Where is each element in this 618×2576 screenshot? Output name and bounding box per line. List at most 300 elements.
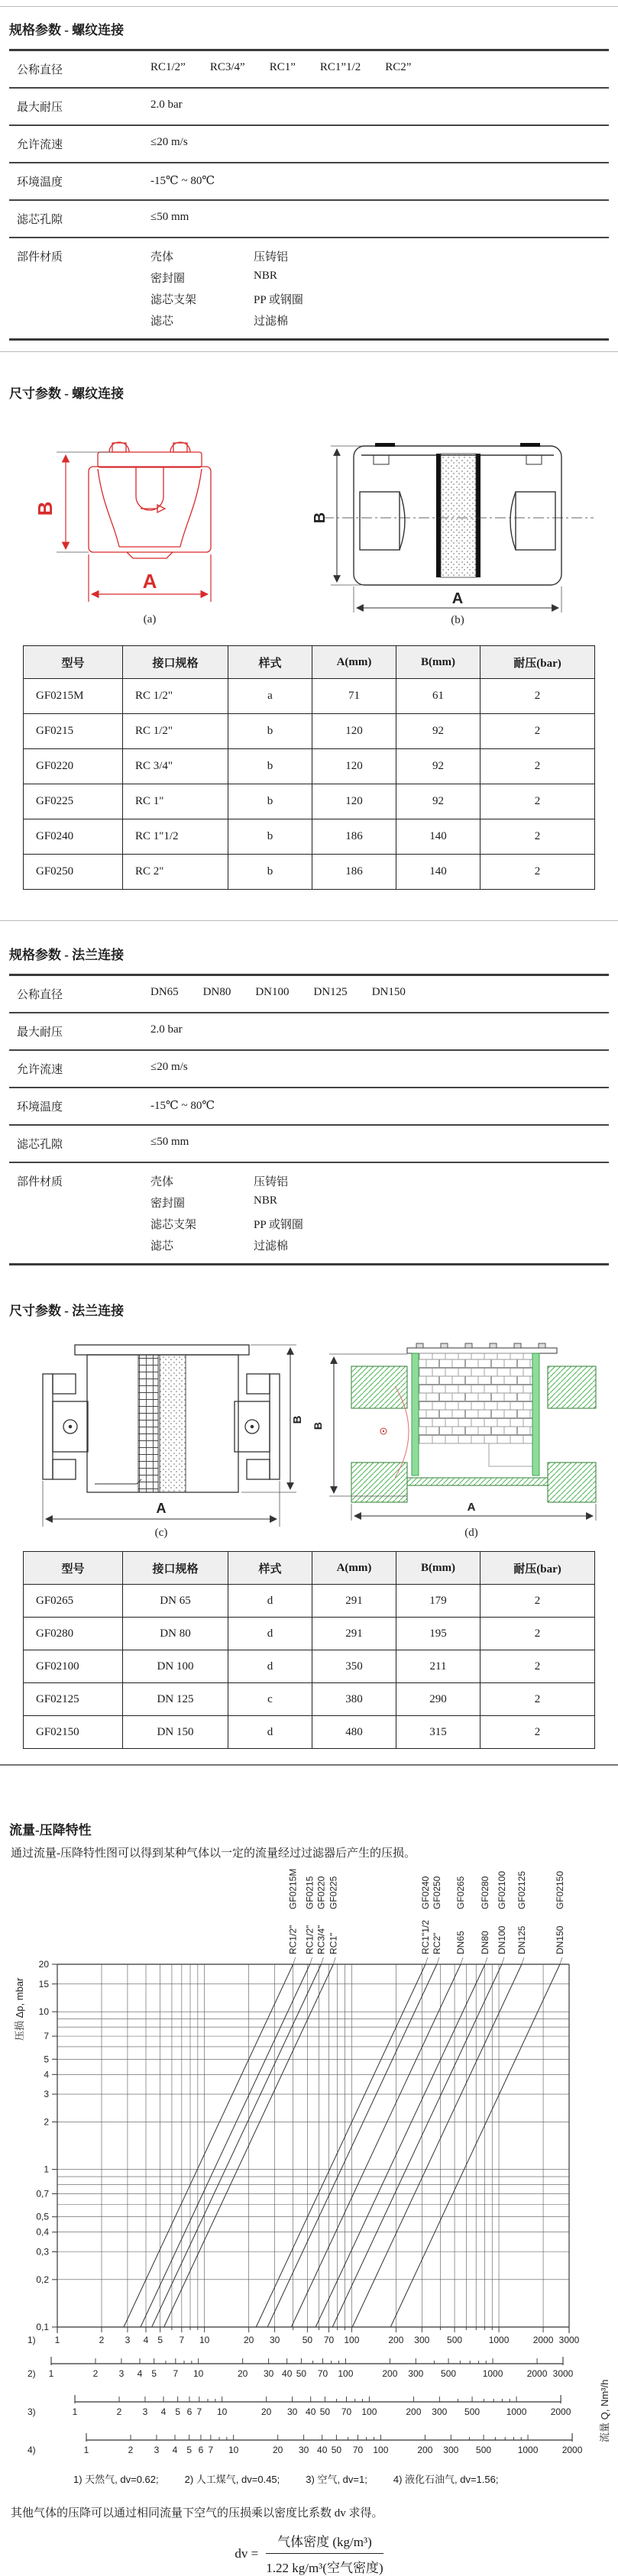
formula-numerator: 气体密度 (kg/m³) (266, 2531, 383, 2554)
material-value: PP 或钢圈 (254, 294, 303, 306)
svg-text:2000: 2000 (532, 2335, 554, 2345)
svg-text:0,1: 0,1 (36, 2322, 49, 2332)
svg-text:GF02150: GF02150 (554, 1870, 565, 1909)
spec-value: DN150 (371, 986, 406, 998)
svg-text:2: 2 (116, 2406, 122, 2417)
svg-text:GF02125: GF02125 (516, 1870, 527, 1909)
svg-text:DN150: DN150 (554, 1925, 565, 1954)
spec-value: RC3/4” (209, 61, 245, 73)
svg-text:5: 5 (186, 2445, 193, 2455)
svg-text:30: 30 (298, 2445, 309, 2455)
spec-table-threaded (9, 49, 609, 341)
section-title-dims-flanged: 尺寸参数 - 法兰连接 (9, 1304, 125, 1318)
cell-port: RC 1/2" (123, 714, 228, 749)
material-row (150, 1216, 303, 1232)
svg-text:0,3: 0,3 (36, 2246, 49, 2258)
table-row (24, 1716, 595, 1749)
svg-text:GF0215: GF0215 (304, 1876, 315, 1909)
cell-pressure: 2 (480, 855, 595, 890)
svg-text:100: 100 (361, 2406, 377, 2417)
material-row (150, 1173, 303, 1189)
table-body (24, 679, 595, 890)
svg-text:50: 50 (296, 2368, 307, 2379)
cell-style: d (228, 1585, 312, 1618)
svg-text:4: 4 (44, 2069, 49, 2080)
svg-text:1000: 1000 (517, 2445, 539, 2455)
dim-label-a: A (467, 1501, 475, 1514)
material-part: 滤芯 (150, 315, 174, 328)
cell-a: 120 (312, 784, 396, 819)
cell-port: DN 65 (123, 1585, 228, 1618)
spec-row (9, 162, 609, 199)
cell-pressure: 2 (480, 784, 595, 819)
svg-text:7: 7 (196, 2406, 202, 2417)
svg-text:20: 20 (238, 2368, 248, 2379)
footnote-item: 3) 空气, dv=1; (306, 2474, 367, 2485)
spec-label: 最大耐压 (17, 102, 63, 114)
dim-label-b: B (311, 1421, 324, 1430)
svg-text:500: 500 (447, 2335, 463, 2345)
cell-b: 140 (396, 819, 480, 855)
svg-text:3000: 3000 (558, 2335, 580, 2345)
spec-value: RC1” (269, 61, 296, 73)
drawing-c (12, 1334, 309, 1540)
divider (0, 6, 618, 7)
svg-text:5: 5 (44, 2054, 49, 2065)
cell-b: 92 (396, 784, 480, 819)
column-header: 样式 (228, 646, 312, 679)
svg-text:4: 4 (172, 2445, 178, 2455)
spec-value: RC1”1/2 (319, 61, 361, 73)
svg-text:300: 300 (414, 2335, 430, 2345)
column-header: B(mm) (396, 1552, 480, 1585)
svg-text:DN125: DN125 (516, 1925, 527, 1954)
cell-b: 92 (396, 749, 480, 784)
svg-text:GF0215M: GF0215M (287, 1868, 299, 1909)
column-header: 耐压(bar) (480, 1552, 595, 1585)
cell-style: b (228, 819, 312, 855)
drawing-caption: (b) (451, 614, 464, 626)
svg-text:20: 20 (38, 1959, 49, 1970)
svg-text:6: 6 (198, 2445, 204, 2455)
chart-footnote (0, 2471, 618, 2486)
cell-model: GF02125 (24, 1683, 123, 1716)
svg-text:GF02100: GF02100 (496, 1870, 507, 1909)
spec-value: DN80 (202, 986, 231, 998)
svg-text:DN100: DN100 (496, 1925, 507, 1954)
spec-value: ≤50 mm (150, 1136, 189, 1148)
dim-label-b: B (291, 1415, 304, 1424)
svg-text:4: 4 (160, 2406, 167, 2417)
spec-label: 部件材质 (17, 1176, 63, 1188)
material-row (150, 1237, 303, 1253)
drawing-caption: (d) (464, 1527, 478, 1539)
spec-row (9, 1124, 609, 1162)
svg-text:300: 300 (443, 2445, 459, 2455)
svg-text:7: 7 (173, 2368, 179, 2379)
svg-text:70: 70 (341, 2406, 352, 2417)
cell-pressure: 2 (480, 1683, 595, 1716)
cell-pressure: 2 (480, 819, 595, 855)
footnote-item: 4) 液化石油气, dv=1.56; (393, 2474, 499, 2485)
svg-text:40: 40 (306, 2406, 316, 2417)
cell-pressure: 2 (480, 1716, 595, 1749)
table-row (24, 1650, 595, 1683)
cell-port: DN 100 (123, 1650, 228, 1683)
spec-values (150, 61, 411, 74)
dim-label-a: A (451, 590, 464, 607)
svg-text:40: 40 (317, 2445, 328, 2455)
spec-values (150, 173, 215, 188)
cell-style: b (228, 784, 312, 819)
svg-text:50: 50 (302, 2335, 313, 2345)
dv-formula (0, 2531, 618, 2576)
column-header: 接口规格 (123, 646, 228, 679)
svg-text:70: 70 (323, 2335, 335, 2345)
svg-text:10: 10 (193, 2368, 204, 2379)
table-header-row (24, 1552, 595, 1585)
material-value: PP 或钢圈 (254, 1219, 303, 1231)
cell-style: d (228, 1618, 312, 1650)
spec-table-flanged (9, 974, 609, 1265)
cell-a: 380 (312, 1683, 396, 1716)
material-row (150, 270, 303, 286)
svg-text:300: 300 (408, 2368, 424, 2379)
dim-label-a: A (156, 1501, 167, 1516)
cell-model: GF0220 (24, 749, 123, 784)
material-value: 过滤棉 (254, 1240, 289, 1252)
materials-list (150, 248, 303, 328)
column-header: 耐压(bar) (480, 646, 595, 679)
svg-text:10: 10 (38, 2006, 49, 2018)
svg-text:3: 3 (142, 2406, 148, 2417)
cell-port: RC 1"1/2 (123, 819, 228, 855)
cell-model: GF0250 (24, 855, 123, 890)
svg-text:2000: 2000 (550, 2406, 571, 2417)
material-row (150, 312, 303, 328)
svg-text:6: 6 (186, 2406, 193, 2417)
drawing-caption: (c) (154, 1527, 168, 1539)
svg-text:2: 2 (99, 2335, 105, 2345)
table-row (24, 714, 595, 749)
svg-text:5: 5 (175, 2406, 181, 2417)
svg-text:5: 5 (151, 2368, 157, 2379)
svg-text:100: 100 (373, 2445, 389, 2455)
svg-text:30: 30 (263, 2368, 274, 2379)
spec-label: 环境温度 (17, 1101, 63, 1113)
spec-value: DN125 (313, 986, 348, 998)
svg-text:2: 2 (128, 2445, 134, 2455)
spec-label: 允许流速 (17, 1064, 63, 1076)
table-row (24, 784, 595, 819)
svg-text:15: 15 (38, 1978, 49, 1989)
cell-style: b (228, 855, 312, 890)
svg-text:3: 3 (44, 2089, 49, 2100)
svg-text:RC1/2": RC1/2" (287, 1925, 299, 1954)
svg-text:500: 500 (441, 2368, 457, 2379)
divider (0, 351, 618, 352)
section-title-spec-flanged: 规格参数 - 法兰连接 (9, 948, 125, 962)
spec-value: -15℃ ~ 80℃ (150, 175, 215, 187)
spec-value: ≤20 m/s (150, 1061, 188, 1073)
cell-pressure: 2 (480, 679, 595, 714)
svg-text:RC1": RC1" (328, 1932, 339, 1954)
cell-model: GF0265 (24, 1585, 123, 1618)
cell-a: 186 (312, 855, 396, 890)
svg-text:2: 2 (44, 2116, 49, 2128)
cell-port: RC 1" (123, 784, 228, 819)
svg-text:500: 500 (476, 2445, 492, 2455)
drawing-a (12, 432, 287, 627)
svg-text:10: 10 (228, 2445, 239, 2455)
spec-values (150, 1061, 188, 1074)
material-row (150, 248, 303, 264)
svg-text:RC1/2": RC1/2" (304, 1925, 315, 1954)
spec-value: DN100 (255, 986, 290, 998)
spec-value: RC2” (385, 61, 412, 73)
dim-label-b: B (312, 512, 328, 524)
cell-style: d (228, 1716, 312, 1749)
svg-text:300: 300 (432, 2406, 448, 2417)
svg-text:100: 100 (344, 2335, 360, 2345)
divider (0, 1764, 618, 1766)
cell-b: 92 (396, 714, 480, 749)
materials-list (150, 1173, 303, 1253)
table-row (24, 749, 595, 784)
cell-style: a (228, 679, 312, 714)
divider (0, 920, 618, 921)
column-header: 样式 (228, 1552, 312, 1585)
drawing-caption: (a) (143, 613, 157, 625)
dimension-table-flanged (23, 1551, 595, 1749)
svg-text:DN65: DN65 (455, 1931, 467, 1954)
dim-label-a: A (142, 570, 157, 593)
dv-note: 其他气体的压降可以通过相同流量下空气的压损乘以密度比系数 dv 求得。 (11, 2507, 383, 2519)
svg-text:压损 Δp, mbar: 压损 Δp, mbar (14, 1977, 25, 2041)
spec-values (150, 136, 188, 149)
spec-label: 最大耐压 (17, 1026, 63, 1039)
cell-b: 179 (396, 1585, 480, 1618)
svg-text:RC3/4": RC3/4" (315, 1925, 327, 1954)
cell-a: 480 (312, 1716, 396, 1749)
section-title-spec-threaded: 规格参数 - 螺纹连接 (9, 23, 125, 37)
svg-text:7: 7 (179, 2335, 185, 2345)
svg-text:GF0265: GF0265 (455, 1876, 467, 1909)
cell-a: 71 (312, 679, 396, 714)
column-header: 型号 (24, 1552, 123, 1585)
spec-values (150, 211, 189, 224)
svg-text:1: 1 (54, 2335, 60, 2345)
cell-pressure: 2 (480, 1585, 595, 1618)
svg-text:2000: 2000 (561, 2445, 583, 2455)
drawings-flanged (0, 1334, 618, 1540)
svg-text:3: 3 (154, 2445, 160, 2455)
cell-a: 350 (312, 1650, 396, 1683)
spec-value: 2.0 bar (150, 99, 183, 111)
cell-pressure: 2 (480, 749, 595, 784)
table-row (24, 819, 595, 855)
spec-row-materials (9, 1162, 609, 1265)
spec-label: 部件材质 (17, 251, 63, 263)
material-part: 壳体 (150, 251, 174, 263)
spec-values (150, 99, 183, 112)
column-header: 型号 (24, 646, 123, 679)
svg-text:4): 4) (28, 2445, 36, 2455)
column-header: 接口规格 (123, 1552, 228, 1585)
svg-text:5: 5 (157, 2335, 163, 2345)
cell-b: 211 (396, 1650, 480, 1683)
cell-port: RC 1/2" (123, 679, 228, 714)
svg-text:100: 100 (338, 2368, 354, 2379)
svg-text:0,2: 0,2 (36, 2274, 49, 2285)
table-row (24, 1618, 595, 1650)
formula-lhs: dv = (235, 2545, 259, 2561)
svg-text:1000: 1000 (506, 2406, 527, 2417)
svg-text:200: 200 (417, 2445, 433, 2455)
svg-text:20: 20 (273, 2445, 283, 2455)
spec-value: DN65 (150, 986, 179, 998)
svg-text:10: 10 (199, 2335, 210, 2345)
svg-text:1: 1 (83, 2445, 89, 2455)
svg-text:0,4: 0,4 (36, 2226, 49, 2238)
cell-model: GF0225 (24, 784, 123, 819)
svg-text:50: 50 (331, 2445, 342, 2455)
spec-row (9, 1012, 609, 1049)
svg-text:1: 1 (44, 2164, 49, 2175)
spec-label: 公称直径 (17, 64, 63, 76)
svg-text:2000: 2000 (526, 2368, 548, 2379)
svg-text:0,7: 0,7 (36, 2188, 49, 2199)
svg-text:3000: 3000 (552, 2368, 574, 2379)
material-value: NBR (254, 270, 277, 282)
material-value: 压铸铝 (254, 251, 289, 263)
material-part: 密封圈 (150, 1198, 186, 1210)
svg-text:50: 50 (319, 2406, 331, 2417)
svg-text:1000: 1000 (488, 2335, 510, 2345)
svg-text:70: 70 (352, 2445, 364, 2455)
svg-text:1: 1 (48, 2368, 54, 2379)
footnote-item: 2) 人工煤气, dv=0.45; (184, 2474, 280, 2485)
cell-style: c (228, 1683, 312, 1716)
spec-value: RC1/2” (150, 61, 186, 73)
column-header: A(mm) (312, 1552, 396, 1585)
section-title-dims-threaded: 尺寸参数 - 螺纹连接 (9, 386, 125, 401)
table-row (24, 1585, 595, 1618)
cell-a: 291 (312, 1618, 396, 1650)
svg-text:GF0250: GF0250 (431, 1876, 442, 1909)
cell-b: 315 (396, 1716, 480, 1749)
spec-values (150, 1136, 189, 1149)
svg-text:流量 Q, Nm³/h: 流量 Q, Nm³/h (599, 2379, 610, 2442)
spec-row (9, 199, 609, 237)
svg-text:2: 2 (92, 2368, 99, 2379)
footnote-item: 1) 天然气, dv=0.62; (73, 2474, 159, 2485)
cell-pressure: 2 (480, 1618, 595, 1650)
spec-value: 2.0 bar (150, 1023, 183, 1036)
svg-text:GF0220: GF0220 (315, 1876, 327, 1909)
cell-a: 186 (312, 819, 396, 855)
material-value: NBR (254, 1194, 277, 1207)
spec-values (150, 1023, 183, 1036)
svg-text:40: 40 (282, 2368, 293, 2379)
cell-port: DN 150 (123, 1716, 228, 1749)
drawing-d (309, 1334, 607, 1540)
formula-fraction (266, 2531, 383, 2576)
svg-text:200: 200 (382, 2368, 398, 2379)
cell-pressure: 2 (480, 714, 595, 749)
spec-value: ≤50 mm (150, 211, 189, 223)
cell-model: GF0280 (24, 1618, 123, 1650)
dimension-table-threaded (23, 645, 595, 890)
column-header: A(mm) (312, 646, 396, 679)
svg-text:1): 1) (28, 2335, 36, 2345)
table-row (24, 679, 595, 714)
cell-b: 61 (396, 679, 480, 714)
cell-port: RC 3/4" (123, 749, 228, 784)
material-part: 密封圈 (150, 273, 186, 285)
svg-text:GF0225: GF0225 (328, 1876, 339, 1909)
material-part: 滤芯支架 (150, 1219, 197, 1231)
spec-row (9, 1087, 609, 1124)
svg-text:70: 70 (317, 2368, 328, 2379)
cell-style: d (228, 1650, 312, 1683)
cell-port: RC 2" (123, 855, 228, 890)
svg-text:RC1"1/2: RC1"1/2 (419, 1920, 431, 1954)
spec-values (150, 1098, 215, 1113)
section-title-flow: 流量-压降特性 (9, 1823, 92, 1837)
svg-text:20: 20 (261, 2406, 272, 2417)
spec-row (9, 1049, 609, 1087)
column-header: B(mm) (396, 646, 480, 679)
spec-row-materials (9, 237, 609, 341)
svg-text:RC2": RC2" (431, 1932, 442, 1954)
table-body (24, 1585, 595, 1749)
material-value: 过滤棉 (254, 315, 289, 328)
dim-label-b: B (34, 501, 57, 516)
svg-text:4: 4 (137, 2368, 143, 2379)
spec-row (9, 974, 609, 1012)
cell-b: 195 (396, 1618, 480, 1650)
drawings-threaded (0, 432, 618, 627)
svg-text:30: 30 (269, 2335, 280, 2345)
spec-label: 公称直径 (17, 989, 63, 1001)
svg-text:30: 30 (286, 2406, 298, 2417)
cell-a: 291 (312, 1585, 396, 1618)
flow-description: 通过流量-压降特性图可以得到某种气体以一定的流量经过过滤器后产生的压损。 (11, 1847, 416, 1860)
material-row (150, 1194, 303, 1210)
svg-text:1000: 1000 (482, 2368, 503, 2379)
cell-model: GF02100 (24, 1650, 123, 1683)
cell-a: 120 (312, 714, 396, 749)
material-value: 压铸铝 (254, 1176, 289, 1188)
spec-row (9, 49, 609, 87)
flow-pressure-chart (0, 1863, 618, 2467)
cell-model: GF0240 (24, 819, 123, 855)
svg-text:GF0240: GF0240 (419, 1876, 431, 1909)
spec-label: 滤芯孔隙 (17, 1139, 63, 1151)
svg-text:200: 200 (406, 2406, 422, 2417)
cell-style: b (228, 714, 312, 749)
svg-text:7: 7 (44, 2031, 49, 2042)
table-row (24, 855, 595, 890)
cell-b: 290 (396, 1683, 480, 1716)
formula-denominator: 1.22 kg/m³(空气密度) (266, 2561, 383, 2575)
cell-a: 120 (312, 749, 396, 784)
spec-label: 环境温度 (17, 176, 63, 189)
spec-row (9, 124, 609, 162)
svg-text:10: 10 (217, 2406, 228, 2417)
svg-text:200: 200 (388, 2335, 404, 2345)
